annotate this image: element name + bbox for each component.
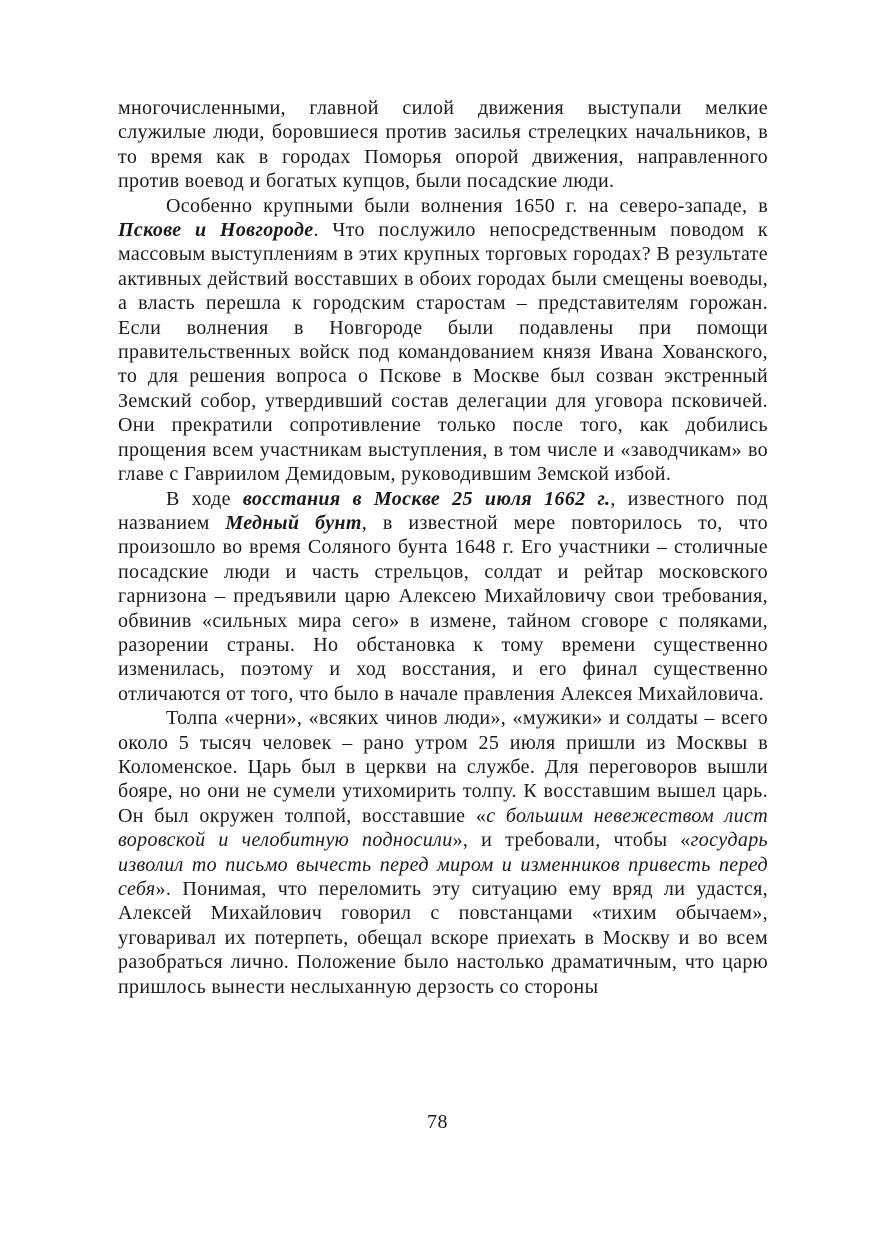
text-run: ». Понимая, что переломить эту ситуацию ему вряд ли удастся, Алексей Михайлович говорил с повстанцами «тихим обычаем», уговаривал их потерпеть, обещал вскоре приехать в Москву и во всем разобраться лично. Положение было настолько драматичным, что царю пришлось вынести неслыханную дерзость со стороны — [118, 878, 768, 998]
text-run: В ходе — [166, 487, 243, 510]
emphasis-moscow-uprising: восстания в Москве 25 июля 1662 г. — [242, 487, 611, 510]
text-run: . Что послужило непосредственным поводом к массовым выступлениям в этих крупных торговых городах? В результате активных действий восставших в обоих городах были смещены воеводы, а власть перешла к городским старостам – представителям горожан. Если волнения в Новгороде были подавлены при помощи правительственных войск под командованием князя Ивана Хованского, то для решения вопроса о Пскове в Москве был созван экстренный Земский собор, утвердивший состав делегации для уговора псковичей. Они прекратили сопротивление только после того, как добились прощения всем участникам выступления, в том числе и «заводчикам» во главе с Гавриилом Демидовым, руководившим Земской избой. — [118, 219, 768, 486]
text-run: », и требовали, чтобы « — [452, 829, 691, 852]
quote-petition: с большим невежеством лист воровской и челобитную подносили — [118, 804, 768, 852]
text-run: Толпа «черни», «всяких чинов люди», «мужики» и солдаты – всего около 5 тысяч человек – рано утром 25 июля пришли из Москвы в Коломенское. Царь был в церкви на службе. Для переговоров вышли бояре, но они не сумели утихомирить толпу. К восставшим вышел царь. Он был окружен толпой, восставшие « — [118, 707, 768, 827]
text-run: многочисленными, главной силой движения выступали мелкие служилые люди, боровшиеся против засилья стрелецких начальников, в то время как в городах Поморья опорой движения, направленного против воевод и богатых купцов, были посадские люди. — [118, 97, 768, 193]
emphasis-copper-riot: Медный бунт — [225, 511, 362, 534]
page-number: 78 — [427, 1111, 448, 1133]
emphasis-pskov-novgorod: Пскове и Новгороде — [118, 219, 314, 242]
paragraph-4 — [118, 706, 768, 999]
text-run: Особенно крупными были волнения 1650 г. на северо-западе, в — [166, 194, 768, 217]
paragraph-2 — [118, 194, 768, 487]
paragraph-3 — [118, 487, 768, 707]
text-run: , известного под названием — [118, 487, 768, 534]
text-run: , в известной мере повторилось то, что произошло во время Соляного бунта 1648 г. Его участники – столичные посадские люди и часть стрельцов, солдат и рейтар московского гарнизона – предъявили царю Алексею Михайловичу свои требования, обвинив «сильных мира сего» в измене, тайном сговоре с поляками, разорении страны. Но обстановка к тому времени существенно изменилась, поэтому и ход восстания, и его финал существенно отличаются от того, что было в начале правления Алексея Михайловича. — [118, 511, 768, 705]
page-body — [118, 96, 768, 999]
paragraph-1 — [118, 96, 768, 194]
quote-demand: государь изволил то письмо вычесть перед миром и изменников привесть перед себя — [118, 829, 769, 900]
